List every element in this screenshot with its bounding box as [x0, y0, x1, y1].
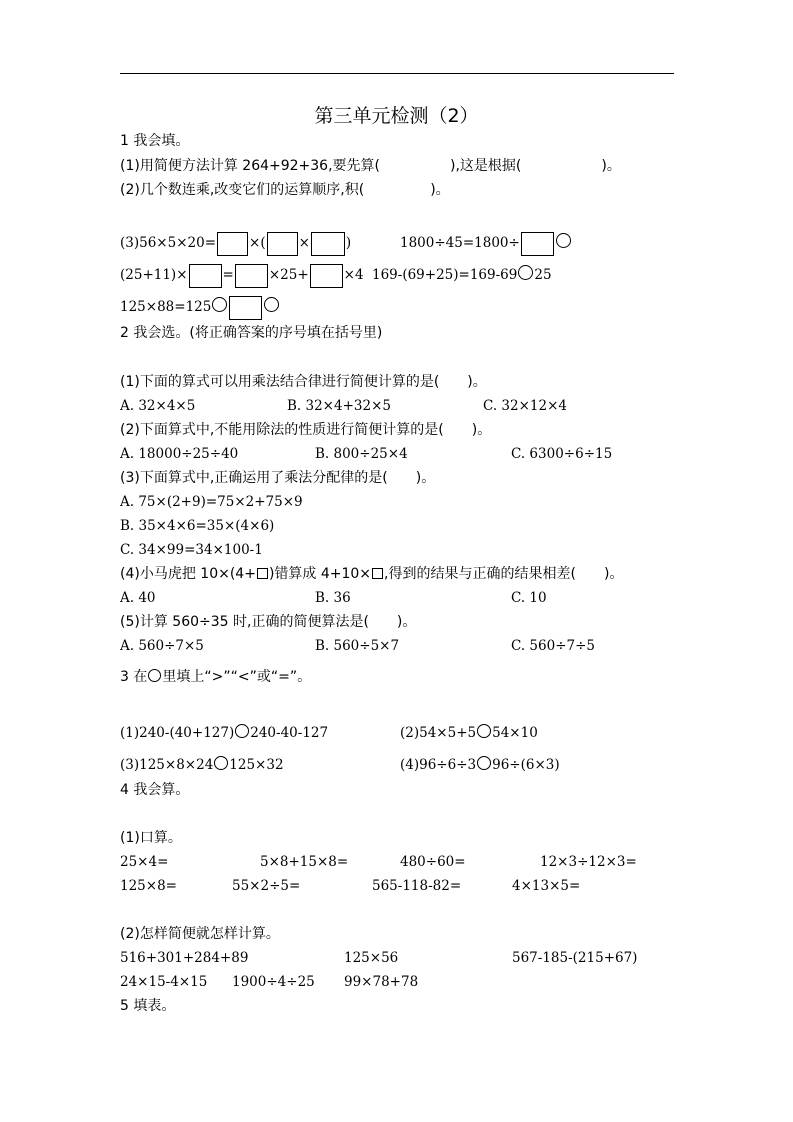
answer-box[interactable] — [310, 264, 343, 288]
answer-circle[interactable] — [214, 756, 228, 770]
section-4-heading: 4 我会算。 — [120, 782, 190, 798]
compare-left: (1)240-(40+127) — [120, 725, 235, 741]
question-2-2: (2)下面算式中,不能用除法的性质进行简便计算的是( )。 — [120, 422, 492, 438]
answer-box[interactable] — [189, 264, 222, 288]
q1-2-part-b: )。 — [430, 182, 450, 198]
q1-3-subtraction-text: 25 — [534, 267, 552, 283]
oral-problem: 55×2÷5= — [232, 878, 301, 894]
calc-problem: 99×78+78 — [344, 974, 419, 990]
compare-left: (2)54×5+5 — [400, 725, 477, 741]
compare-left: (4)96÷6÷3 — [400, 757, 477, 773]
q1-3-text: ×25+ — [268, 267, 309, 283]
oral-problem: 25×4= — [120, 854, 169, 870]
option-b[interactable]: B. 36 — [315, 590, 351, 606]
compare-right: 125×32 — [229, 757, 284, 773]
compare-right: 240-40-127 — [250, 725, 329, 741]
section-2-heading: 2 我会选。(将正确答案的序号填在括号里) — [120, 325, 383, 341]
q1-1-part-a: (1)用简便方法计算 264+92+36,要先算( — [120, 158, 381, 174]
answer-box[interactable] — [217, 232, 248, 256]
option-b[interactable]: B. 35×4×6=35×(4×6) — [120, 518, 275, 534]
oral-problem: 480÷60= — [400, 854, 466, 870]
option-b[interactable]: B. 32×4+32×5 — [287, 398, 391, 414]
simplify-calc-title: (2)怎样简便就怎样计算。 — [120, 926, 280, 942]
question-1-3-line-2 — [120, 262, 364, 288]
calc-problem: 24×15-4×15 — [120, 974, 208, 990]
option-c[interactable]: C. 560÷7÷5 — [511, 638, 595, 654]
answer-circle[interactable] — [518, 265, 533, 280]
oral-calc-title: (1)口算。 — [120, 830, 182, 846]
header-rule — [120, 73, 674, 74]
oral-problem: 5×8+15×8= — [260, 854, 349, 870]
answer-circle[interactable] — [264, 297, 279, 312]
question-2-1: (1)下面的算式可以用乘法结合律进行简便计算的是( )。 — [120, 374, 487, 390]
option-b[interactable]: B. 560÷5×7 — [315, 638, 400, 654]
option-b[interactable]: B. 800÷25×4 — [315, 446, 408, 462]
q1-3-text: ×4 — [343, 267, 364, 283]
q1-2-part-a: (2)几个数连乘,改变它们的运算顺序,积( — [120, 182, 365, 198]
calc-problem: 567-185-(215+67) — [512, 950, 638, 966]
option-c[interactable]: C. 10 — [511, 590, 547, 606]
section-5-heading: 5 填表。 — [120, 998, 176, 1014]
answer-circle[interactable] — [477, 724, 491, 738]
page-title: 第三单元检测（2） — [314, 105, 479, 127]
question-1-3-division — [400, 230, 572, 256]
answer-circle[interactable] — [212, 297, 227, 312]
option-a[interactable]: A. 40 — [120, 590, 156, 606]
question-1-3-line-3 — [120, 294, 280, 320]
compare-right: 96÷(6×3) — [492, 757, 560, 773]
section-3-heading — [120, 667, 311, 687]
calc-problem: 1900÷4÷25 — [232, 974, 315, 990]
question-1-3-line-1 — [120, 230, 351, 256]
q1-3-text: (3)56×5×20= — [120, 235, 217, 251]
q1-3-text: ×( — [249, 235, 266, 251]
question-1-1 — [120, 156, 621, 176]
square-symbol — [257, 568, 268, 579]
square-symbol — [372, 568, 383, 579]
compare-item-1 — [120, 723, 328, 743]
answer-box[interactable] — [235, 264, 268, 288]
answer-box[interactable] — [229, 296, 262, 320]
compare-item-2 — [400, 723, 538, 743]
q2-4-part-b: )错算成 4+10× — [268, 566, 372, 582]
answer-box[interactable] — [267, 232, 298, 256]
compare-left: (3)125×8×24 — [120, 757, 214, 773]
q1-3-division-text: 1800÷45=1800÷ — [400, 235, 520, 251]
section-3-heading-b: 里填上“>”“<”或“=”。 — [162, 669, 312, 685]
section-3-heading-a: 3 在 — [120, 669, 148, 685]
q1-3-text: = — [222, 267, 234, 283]
q1-3-text: 125×88=125 — [120, 299, 212, 315]
oral-problem: 12×3÷12×3= — [540, 854, 637, 870]
option-a[interactable]: A. 18000÷25÷40 — [120, 446, 239, 462]
q1-1-part-b: ),这是根据( — [450, 158, 522, 174]
q1-3-text: (25+11)× — [120, 267, 188, 283]
calc-problem: 516+301+284+89 — [120, 950, 249, 966]
q2-4-part-c: ,得到的结果与正确的结果相差( )。 — [384, 566, 624, 582]
q1-3-text: × — [298, 235, 310, 251]
answer-circle[interactable] — [477, 756, 491, 770]
question-2-5: (5)计算 560÷35 时,正确的简便算法是( )。 — [120, 614, 417, 630]
answer-box[interactable] — [311, 232, 345, 256]
compare-item-4 — [400, 755, 560, 775]
calc-problem: 125×56 — [344, 950, 399, 966]
compare-right: 54×10 — [492, 725, 538, 741]
question-2-3: (3)下面算式中,正确运用了乘法分配律的是( )。 — [120, 470, 436, 486]
q2-4-part-a: (4)小马虎把 10×(4+ — [120, 566, 256, 582]
q1-3-subtraction-text: 169-(69+25)=169-69 — [372, 267, 518, 283]
option-c[interactable]: C. 34×99=34×100-1 — [120, 542, 263, 558]
circle-symbol — [148, 669, 161, 682]
section-1-heading: 1 我会填。 — [120, 133, 190, 149]
option-c[interactable]: C. 6300÷6÷15 — [511, 446, 613, 462]
answer-box[interactable] — [521, 232, 554, 256]
option-c[interactable]: C. 32×12×4 — [483, 398, 567, 414]
compare-item-3 — [120, 755, 284, 775]
question-1-2 — [120, 180, 450, 200]
option-a[interactable]: A. 560÷7×5 — [120, 638, 204, 654]
option-a[interactable]: A. 75×(2+9)=75×2+75×9 — [120, 494, 303, 510]
q1-1-part-c: )。 — [601, 158, 621, 174]
oral-problem: 4×13×5= — [512, 878, 581, 894]
q1-3-text: ) — [345, 235, 352, 251]
question-1-3-subtraction — [372, 262, 552, 288]
answer-circle[interactable] — [235, 724, 249, 738]
answer-circle[interactable] — [556, 233, 571, 248]
oral-problem: 565-118-82= — [372, 878, 462, 894]
question-2-4 — [120, 564, 623, 584]
oral-problem: 125×8= — [120, 878, 177, 894]
option-a[interactable]: A. 32×4×5 — [120, 398, 196, 414]
